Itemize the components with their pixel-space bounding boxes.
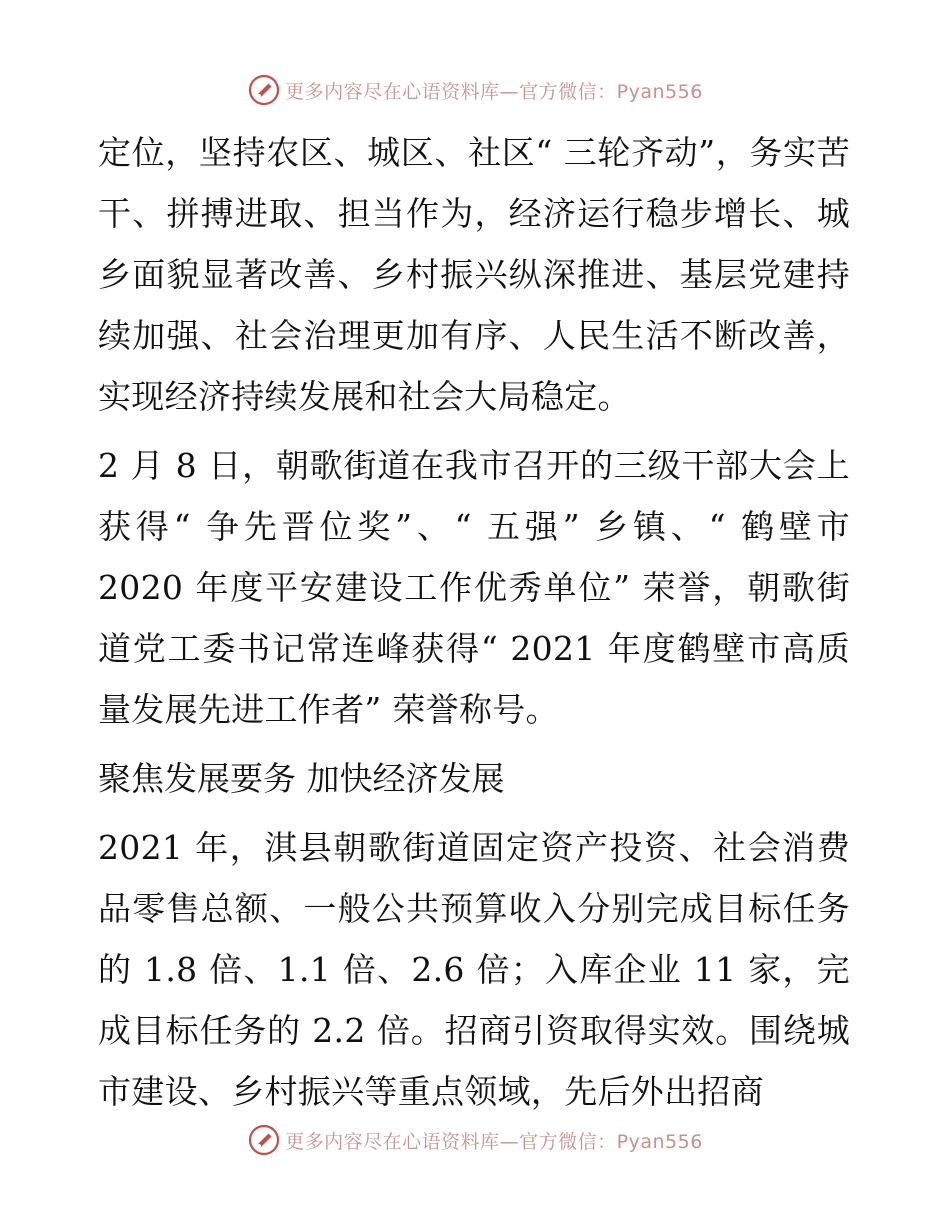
footer-banner — [0, 1120, 950, 1160]
banner-text: 更多内容尽在心语资料库—官方微信：Pyan556 — [285, 80, 703, 103]
paragraph-intro: 定位，坚持农区、城区、社区“ 三轮齐动”，务实苦干、拼搏进取、担当作为，经济运行稳步增长、城乡面貌显著改善、乡村振兴纵深推进、基层党建持续加强、社会治理更加有序、人民生活不断改善，实现经济持续发展和社会大局稳定。 — [98, 133, 850, 416]
paragraph-economy: 2021 年，淇县朝歌街道固定资产投资、社会消费品零售总额、一般公共预算收入分别完成目标任务的 1.8 倍、1.1 倍、2.6 倍；入库企业 11 家，完成目标任务的 2.2 倍。招商引资取得实效。围绕城市建设、乡村振兴等重点领域，先后外出招商 — [98, 828, 850, 1111]
header-banner — [0, 70, 950, 110]
logo-icon — [247, 73, 281, 107]
section-heading: 聚焦发展要务 加快经济发展 — [98, 759, 505, 798]
paragraph-award: 2 月 8 日，朝歌街道在我市召开的三级干部大会上获得“ 争先晋位奖”、“ 五强” 乡镇、“ 鹤壁市 2020 年度平安建设工作优秀单位” 荣誉，朝歌街道党工委书记常连峰获得“ 2021 年度鹤壁市高质量发展先进工作者” 荣誉称号。 — [98, 446, 850, 729]
banner-text: 更多内容尽在心语资料库—官方微信：Pyan556 — [285, 1130, 703, 1153]
logo-icon — [247, 1123, 281, 1157]
document-body — [98, 122, 850, 1122]
